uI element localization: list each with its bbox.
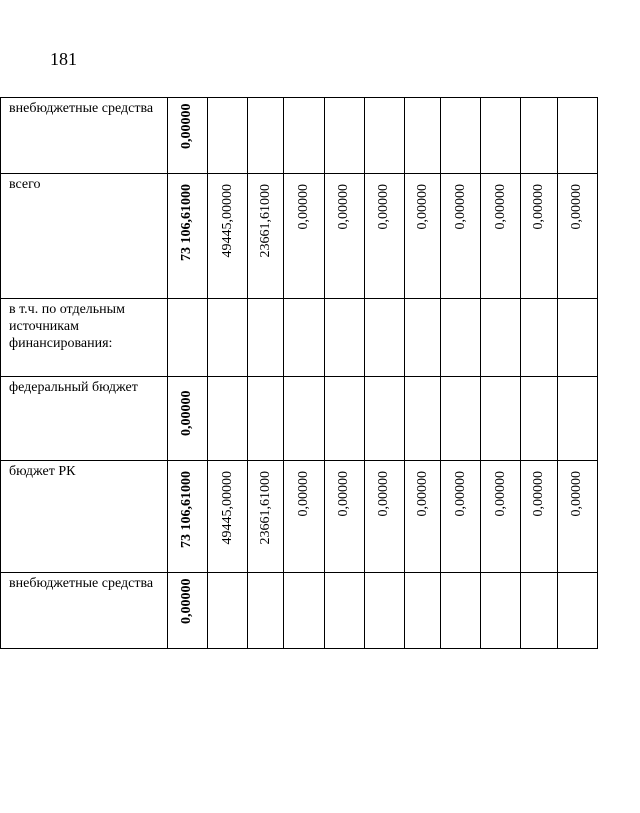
year-value: 0,00000 (414, 184, 430, 230)
year-value-cell (208, 573, 248, 649)
year-value-cell (284, 573, 324, 649)
year-value-cell (441, 377, 481, 461)
year-value-cell (324, 98, 364, 174)
budget-table (0, 97, 598, 649)
year-value-cell (557, 461, 597, 573)
year-value-cell (481, 98, 521, 174)
year-value-cell (441, 98, 481, 174)
year-value-cell (208, 461, 248, 573)
year-value-cell (324, 299, 364, 377)
year-value-cell (404, 299, 440, 377)
year-value: 0,00000 (569, 184, 585, 230)
row-label: всего (1, 174, 168, 299)
total-cell (167, 461, 207, 573)
year-value-cell (481, 299, 521, 377)
year-value-cell (404, 461, 440, 573)
year-value-cell (208, 174, 248, 299)
year-value: 0,00000 (295, 471, 311, 517)
total-cell (167, 98, 207, 174)
year-value-cell (521, 377, 557, 461)
row-label: внебюджетные средства (1, 98, 168, 174)
year-value-cell (248, 98, 284, 174)
year-value-cell (404, 98, 440, 174)
year-value-cell (248, 377, 284, 461)
year-value-cell (521, 461, 557, 573)
year-value-cell (364, 98, 404, 174)
year-value-cell (521, 299, 557, 377)
year-value: 0,00000 (492, 184, 508, 230)
row-label: федеральный бюджет (1, 377, 168, 461)
year-value-cell (324, 377, 364, 461)
year-value-cell (481, 461, 521, 573)
year-value-cell (284, 299, 324, 377)
year-value-cell (557, 377, 597, 461)
year-value-cell (248, 461, 284, 573)
year-value-cell (557, 573, 597, 649)
total-value: 0,00000 (179, 578, 195, 624)
year-value-cell (521, 98, 557, 174)
year-value-cell (441, 299, 481, 377)
total-value: 73 106,61000 (179, 184, 195, 261)
row-label: бюджет РК (1, 461, 168, 573)
total-value: 0,00000 (179, 103, 195, 149)
row-label: внебюджетные средства (1, 573, 168, 649)
year-value-cell (521, 573, 557, 649)
year-value: 0,00000 (376, 471, 392, 517)
year-value: 0,00000 (452, 471, 468, 517)
year-value-cell (208, 299, 248, 377)
year-value: 0,00000 (569, 471, 585, 517)
year-value-cell (521, 174, 557, 299)
year-value-cell (364, 573, 404, 649)
year-value-cell (557, 174, 597, 299)
year-value-cell (364, 299, 404, 377)
year-value-cell (441, 573, 481, 649)
year-value-cell (208, 377, 248, 461)
table-row (1, 573, 598, 649)
year-value-cell (404, 573, 440, 649)
year-value-cell (557, 299, 597, 377)
year-value-cell (248, 299, 284, 377)
year-value-cell (364, 377, 404, 461)
year-value-cell (208, 98, 248, 174)
year-value-cell (248, 174, 284, 299)
page-number: 181 (50, 49, 77, 69)
total-cell (167, 299, 207, 377)
year-value: 23661,61000 (257, 184, 273, 258)
year-value: 49445,00000 (219, 471, 235, 545)
table-row (1, 98, 598, 174)
year-value-cell (284, 174, 324, 299)
year-value-cell (404, 377, 440, 461)
table-row (1, 461, 598, 573)
table-row (1, 377, 598, 461)
year-value-cell (557, 98, 597, 174)
year-value-cell (441, 461, 481, 573)
total-cell (167, 573, 207, 649)
year-value-cell (481, 377, 521, 461)
table-row (1, 174, 598, 299)
year-value-cell (441, 174, 481, 299)
year-value: 0,00000 (492, 471, 508, 517)
year-value: 0,00000 (295, 184, 311, 230)
year-value: 0,00000 (531, 184, 547, 230)
year-value-cell (404, 174, 440, 299)
year-value-cell (248, 573, 284, 649)
year-value: 49445,00000 (219, 184, 235, 258)
year-value-cell (284, 461, 324, 573)
year-value-cell (324, 573, 364, 649)
year-value-cell (481, 573, 521, 649)
year-value: 0,00000 (336, 184, 352, 230)
year-value-cell (324, 174, 364, 299)
year-value: 23661,61000 (257, 471, 273, 545)
year-value-cell (284, 98, 324, 174)
year-value: 0,00000 (336, 471, 352, 517)
total-value: 0,00000 (179, 390, 195, 436)
year-value: 0,00000 (414, 471, 430, 517)
year-value: 0,00000 (531, 471, 547, 517)
table-row (1, 299, 598, 377)
row-label: в т.ч. по отдельным источникам финансирования: (1, 299, 168, 377)
year-value: 0,00000 (376, 184, 392, 230)
year-value: 0,00000 (452, 184, 468, 230)
year-value-cell (284, 377, 324, 461)
total-cell (167, 174, 207, 299)
total-cell (167, 377, 207, 461)
year-value-cell (364, 461, 404, 573)
year-value-cell (481, 174, 521, 299)
year-value-cell (364, 174, 404, 299)
year-value-cell (324, 461, 364, 573)
total-value: 73 106,61000 (179, 471, 195, 548)
